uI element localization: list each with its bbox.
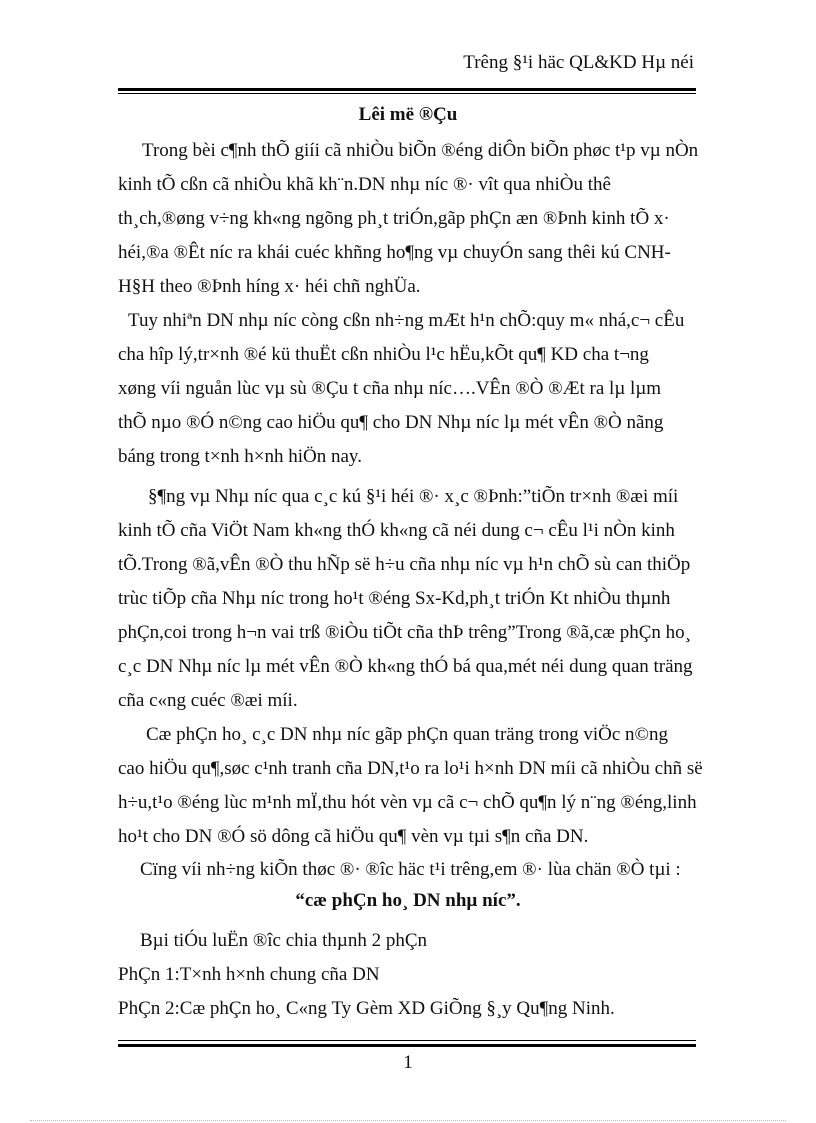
page-number: 1 [403, 1052, 413, 1073]
para-line: cña c«ng cuéc ®æi míi. [118, 690, 298, 711]
para-line: héi,®a ®Êt níc ra khái cuéc khñng ho¶ng vµ chuyÓn sang thêi kú CNH- [118, 242, 671, 263]
outline [118, 924, 696, 1026]
header-rule-thin [118, 93, 696, 94]
page-edge-divider [30, 1120, 786, 1121]
outline-part-2: PhÇn 2:Cæ phÇn ho¸ C«ng Ty Gèm XD GiÕng §¸y Qu¶ng Ninh. [118, 998, 615, 1019]
para-line: xøng víi nguån lùc vµ sù ®Çu t cña nhµ níc….VÊn ®Ò ®Æt ra lµ lµm [118, 378, 662, 399]
para-line: H§H theo ®Þnh híng x· héi chñ nghÜa. [118, 276, 421, 297]
para-line: Cæ phÇn ho¸ c¸c DN nhµ níc gãp phÇn quan träng trong viÖc n©ng [146, 724, 668, 745]
para-line: cha hîp lý,tr×nh ®é kü thuËt cßn nhiÒu l¹c hËu,kÕt qu¶ KD cha t¬ng [118, 344, 649, 365]
footer-rule-thick [118, 1044, 696, 1047]
para-line: thÕ nµo ®Ó n©ng cao hiÖu qu¶ cho DN Nhµ níc lµ mét vÊn ®Ò nãng [118, 412, 664, 433]
para-line: kinh tÕ cßn cã nhiÒu khã kh¨n.DN nhµ níc ®· vît qua nhiÒu thê [118, 174, 611, 195]
para-line: §¶ng vµ Nhµ níc qua c¸c kú §¹i héi ®· x¸c ®Þnh:”tiÕn tr×nh ®æi míi [148, 486, 679, 507]
topic-title: “cæ phÇn ho¸ DN nhµ níc”. [295, 890, 521, 911]
para-line: cao hiÖu qu¶,søc c¹nh tranh cña DN,t¹o ra lo¹i h×nh DN míi cã nhiÒu chñ së [118, 758, 703, 779]
outline-intro: Bµi tiÓu luËn ®îc chia thµnh 2 phÇn [140, 930, 428, 951]
para-line: phÇn,coi trong h¬n vai trß ®iÒu tiÕt cña thÞ trêng”Trong ®ã,cæ phÇn ho¸ [118, 622, 691, 643]
para-line: tÕ.Trong ®ã,vÊn ®Ò thu hÑp së h÷u cña nhµ níc vµ h¹n chÕ sù can thiÖp [118, 554, 691, 575]
paragraph-4 [118, 718, 703, 854]
para-line: Trong bèi c¶nh thÕ giíi cã nhiÒu biÕn ®éng diÔn biÕn phøc t¹p vµ nÒn [142, 140, 699, 161]
page-header: Trêng §¹i häc QL&KD Hµ néi [463, 52, 694, 73]
outline-part-1: PhÇn 1:T×nh h×nh chung cña DN [118, 964, 380, 985]
page-title: Lêi më ®Çu [358, 104, 458, 125]
paragraph-1 [118, 134, 699, 304]
paragraph-2 [118, 304, 696, 474]
para-line: Cïng víi nh÷ng kiÕn thøc ®· ®îc häc t¹i trêng,em ®· lùa chän ®Ò tµi : [140, 859, 681, 880]
paragraph-5 [118, 853, 696, 887]
para-line: th¸ch,®øng v÷ng kh«ng ngõng ph¸t triÓn,gãp phÇn æn ®Þnh kinh tÕ x· [118, 208, 670, 229]
paragraph-3 [118, 480, 696, 718]
para-line: h÷u,t¹o ®éng lùc m¹nh mÏ,thu hót vèn vµ cã c¬ chÕ qu¶n lý n¨ng ®éng,linh [118, 792, 697, 813]
para-line: ho¹t cho DN ®Ó sö dông cã hiÖu qu¶ vèn vµ tµi s¶n cña DN. [118, 826, 589, 847]
para-line: trùc tiÕp cña Nhµ níc trong ho¹t ®éng Sx-Kd,ph¸t triÓn Kt nhiÒu thµnh [118, 588, 671, 609]
header-rule-thick [118, 88, 696, 91]
para-line: c¸c DN Nhµ níc lµ mét vÊn ®Ò kh«ng thÓ bá qua,mét néi dung quan träng [118, 656, 693, 677]
footer-rule-thin [118, 1040, 696, 1041]
para-line: Tuy nhiªn DN nhµ níc còng cßn nh÷ng mÆt h¹n chÕ:quy m« nhá,c¬ cÊu [128, 310, 685, 331]
para-line: kinh tÕ cña ViÖt Nam kh«ng thÓ kh«ng cã néi dung c¬ cÊu l¹i nÒn kinh [118, 520, 675, 541]
para-line: báng trong t×nh h×nh hiÖn nay. [118, 446, 362, 467]
